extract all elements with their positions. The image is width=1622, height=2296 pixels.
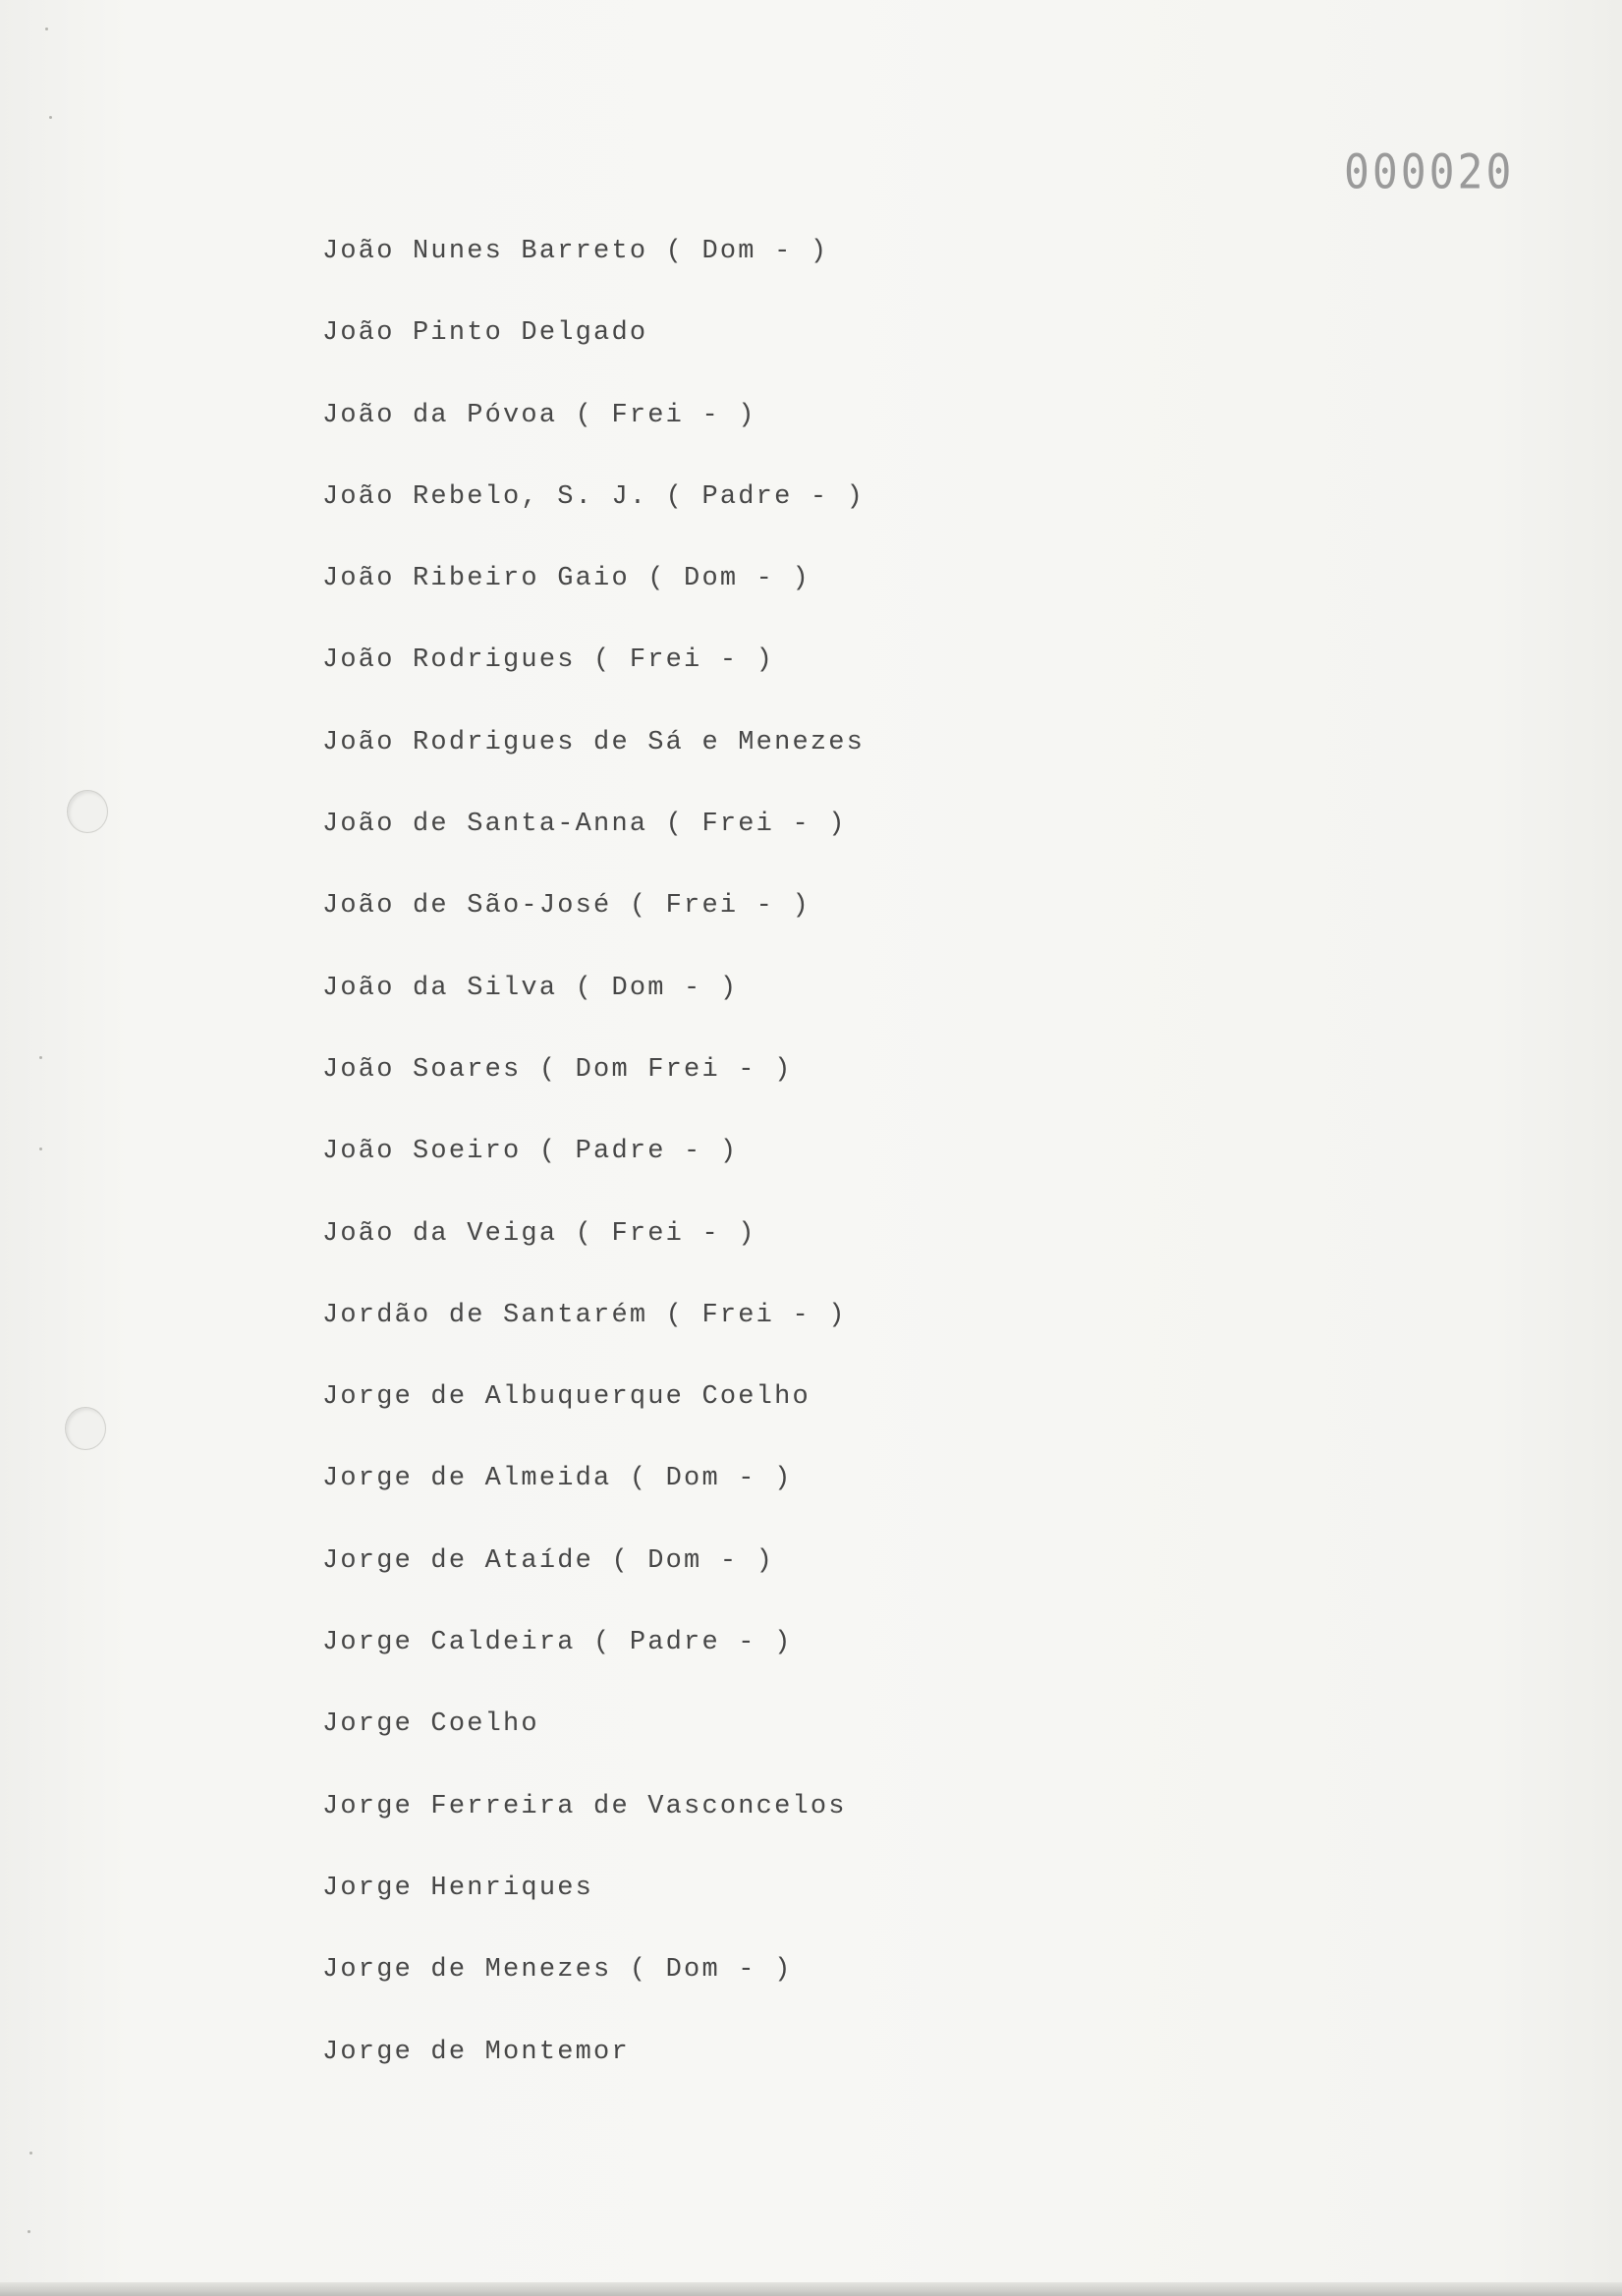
list-item: João de São-José ( Frei - ) (322, 891, 811, 922)
list-item: João de Santa-Anna ( Frei - ) (322, 810, 847, 840)
paper-speck (28, 2230, 30, 2233)
list-item: Jorge Henriques (322, 1873, 594, 1903)
list-item: João Rebelo, S. J. ( Padre - ) (322, 481, 866, 512)
list-item: João da Póvoa ( Frei - ) (322, 400, 756, 430)
list-item: João Soares ( Dom Frei - ) (322, 1054, 793, 1085)
list-item: Jordão de Santarém ( Frei - ) (322, 1300, 847, 1330)
list-item: Jorge de Montemor (322, 2037, 630, 2067)
list-item: Jorge de Almeida ( Dom - ) (322, 1464, 793, 1494)
list-item: João da Silva ( Dom - ) (322, 973, 739, 1003)
list-item: João Rodrigues ( Frei - ) (322, 645, 775, 676)
paper-speck (45, 28, 48, 30)
list-item: Jorge Coelho (322, 1709, 539, 1740)
list-item: Jorge de Albuquerque Coelho (322, 1382, 811, 1413)
list-item: João Ribeiro Gaio ( Dom - ) (322, 564, 811, 594)
scan-bottom-edge (0, 2282, 1622, 2296)
list-item: Jorge de Ataíde ( Dom - ) (322, 1545, 775, 1576)
list-item: João Pinto Delgado (322, 318, 648, 349)
list-item: João Nunes Barreto ( Dom - ) (322, 237, 829, 266)
list-item: João Soeiro ( Padre - ) (322, 1137, 739, 1167)
paper-speck (49, 116, 52, 119)
list-item: Jorge de Menezes ( Dom - ) (322, 1955, 793, 1986)
list-item: João da Veiga ( Frei - ) (322, 1218, 756, 1249)
name-list (322, 228, 865, 2110)
punch-hole (65, 1407, 106, 1450)
paper-speck (29, 2152, 32, 2155)
paper-speck (39, 1056, 42, 1059)
list-item: João Rodrigues de Sá e Menezes (322, 727, 866, 757)
list-item: Jorge Caldeira ( Padre - ) (322, 1628, 793, 1658)
paper-speck (39, 1148, 42, 1150)
page-number: 000020 (1344, 145, 1515, 200)
list-item: Jorge Ferreira de Vasconcelos (322, 1791, 847, 1821)
punch-hole (67, 790, 108, 833)
